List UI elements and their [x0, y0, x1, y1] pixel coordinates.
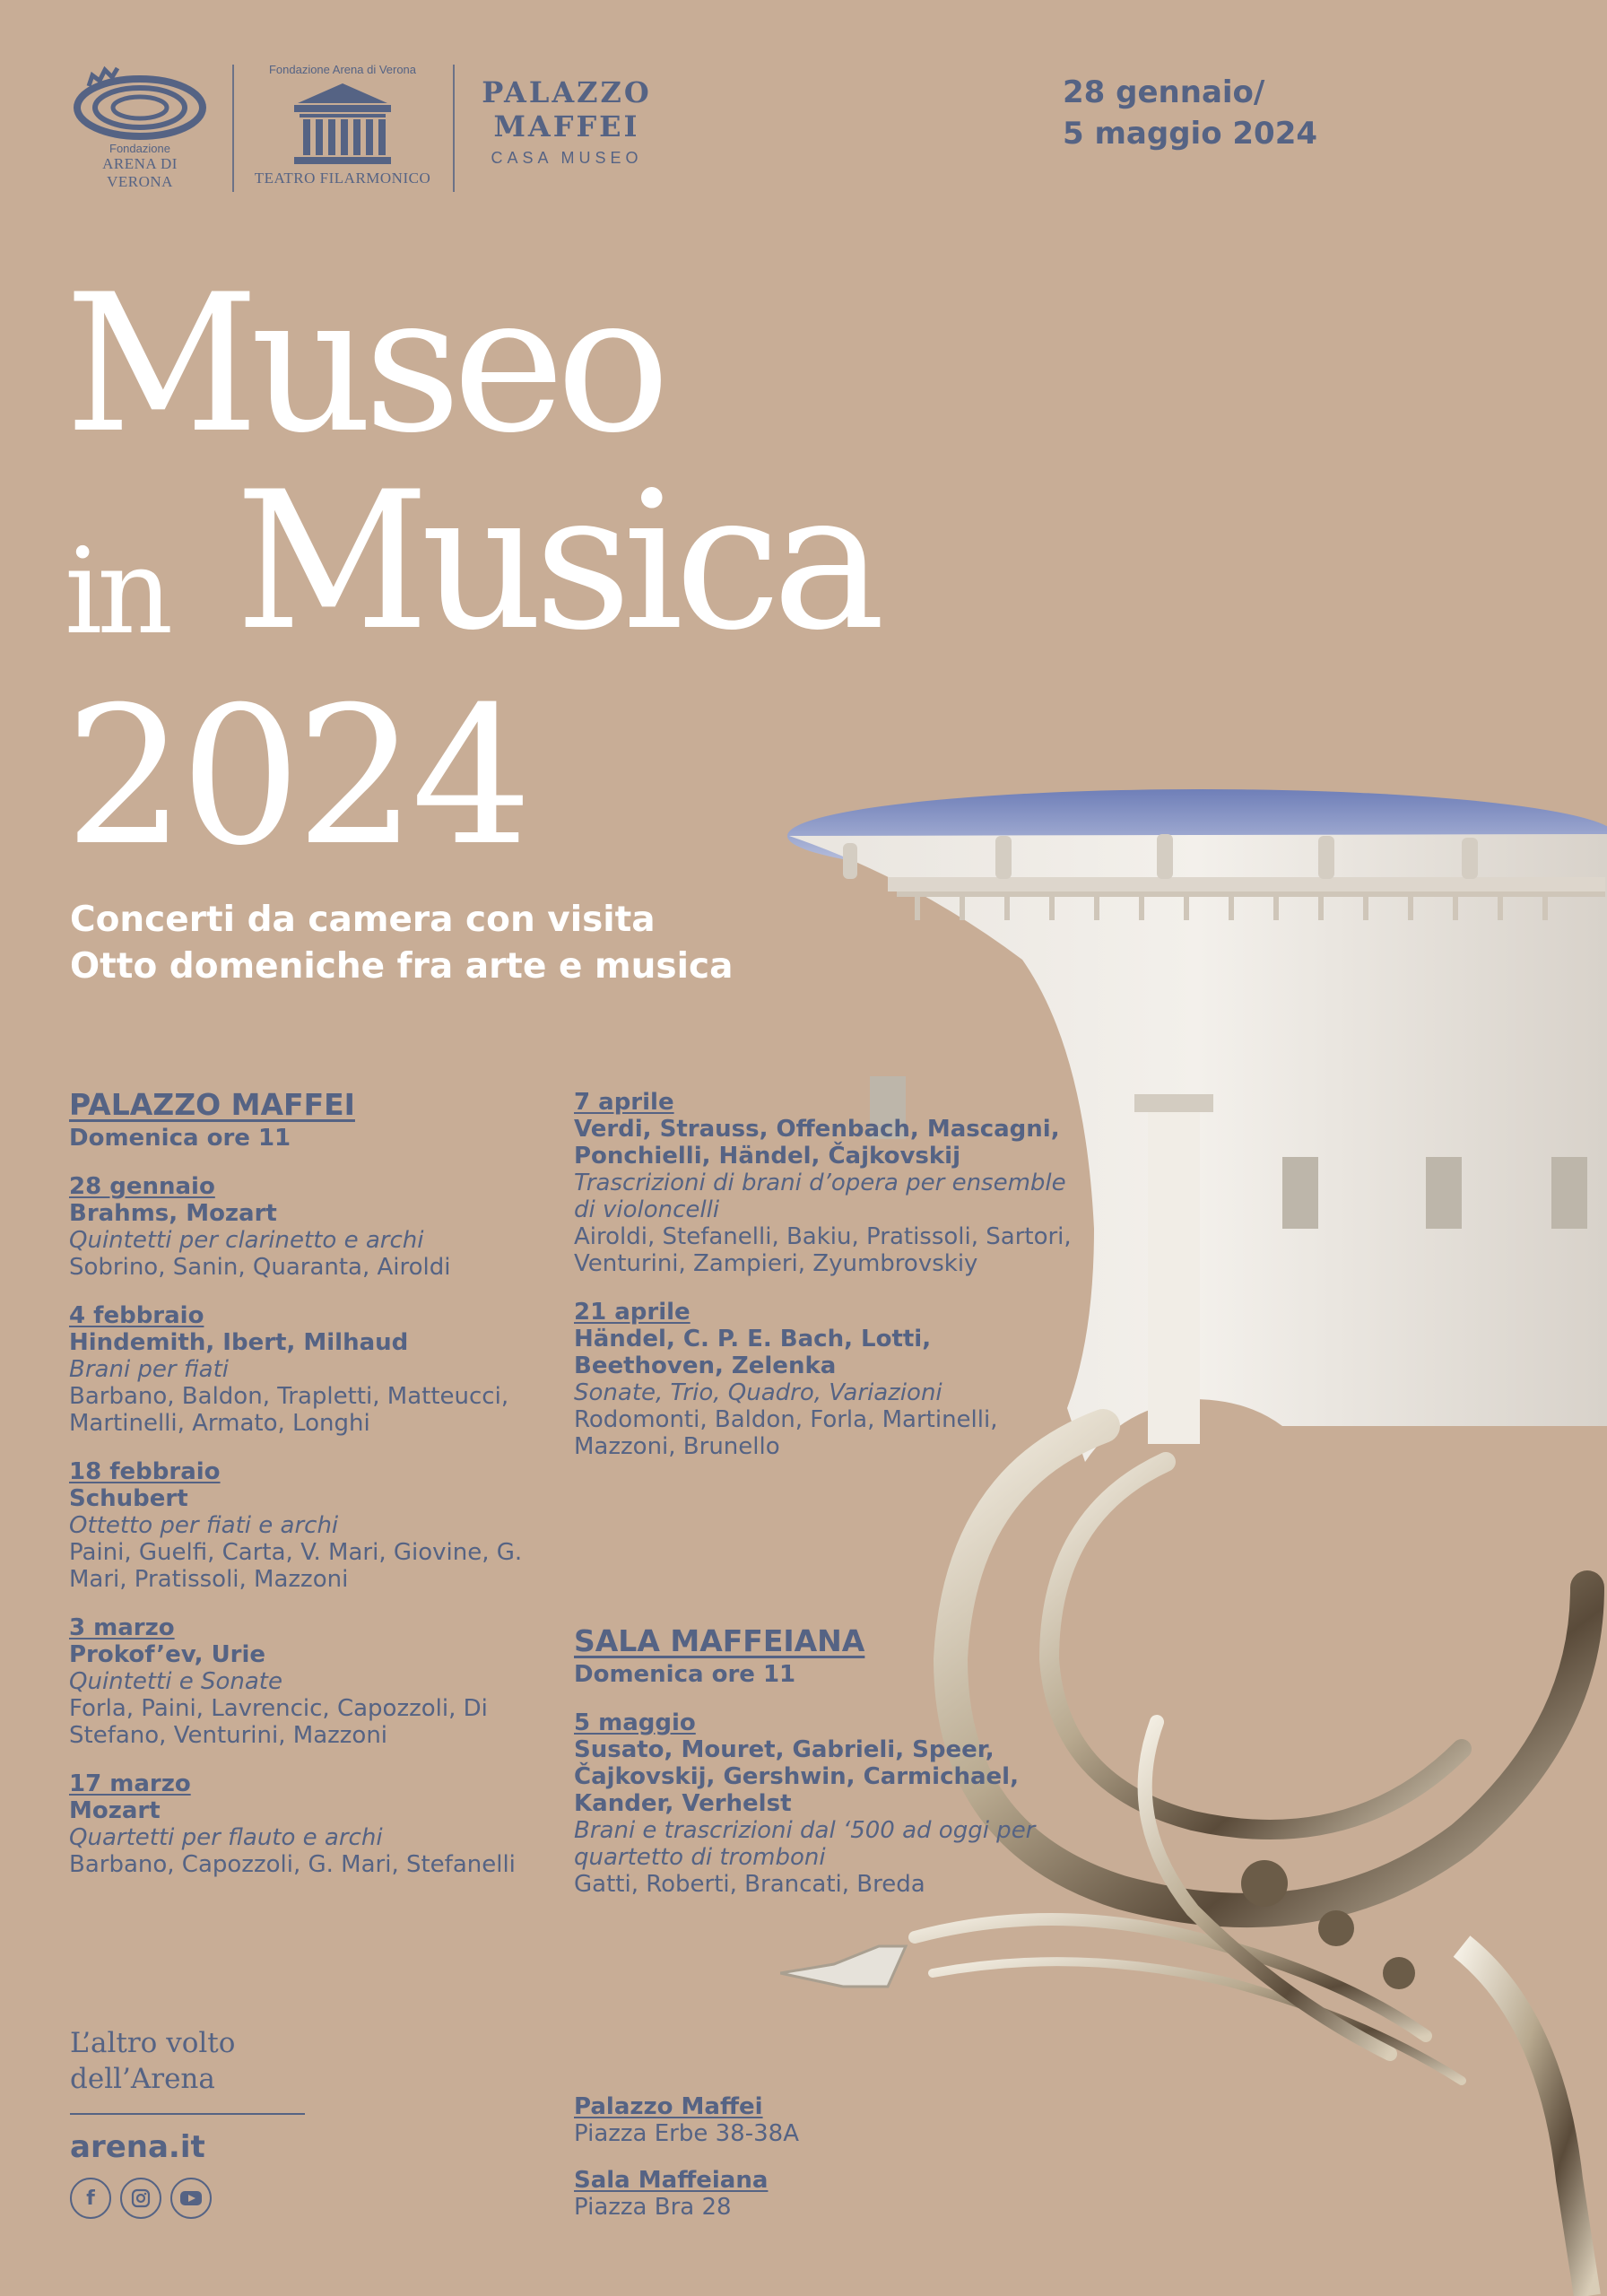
footer-divider: [70, 2113, 305, 2115]
title-year: 2024: [65, 665, 527, 887]
concert-entry: [69, 1770, 571, 1878]
social-links: [70, 2178, 305, 2219]
concert-work: Quintetti e Sonate: [69, 1668, 282, 1695]
motto: [70, 2025, 305, 2097]
concert-work: Ottetto per fiati e archi: [69, 1512, 339, 1539]
concert-work: Brani per fiati: [69, 1356, 230, 1383]
logo-divider: [232, 65, 234, 192]
concert-entry: [574, 1709, 1076, 1898]
sala-maffeiana-program: [574, 1623, 1076, 1919]
concert-entry: [69, 1302, 571, 1437]
concert-entry: [69, 1458, 571, 1593]
concert-work: Brani e trascrizioni dal ‘500 ad oggi per quartetto di tromboni: [574, 1817, 1036, 1871]
concert-performers: Gatti, Roberti, Brancati, Breda: [574, 1871, 925, 1898]
concert-entry: [69, 1173, 571, 1281]
concert-date: 21 aprile: [574, 1299, 691, 1326]
horn-palazzo-illustration: [780, 780, 1607, 2296]
concert-composers: Mozart: [69, 1797, 161, 1824]
concert-date: 7 aprile: [574, 1089, 674, 1116]
teatro-logo-name: TEATRO FILARMONICO: [254, 170, 431, 187]
teatro-filarmonico-logo: [253, 63, 432, 187]
concert-date: 5 maggio: [574, 1709, 696, 1736]
address-name: Sala Maffeiana: [574, 2167, 769, 2194]
season-dates: [1063, 72, 1317, 154]
concert-entry: [69, 1614, 571, 1749]
maffei-logo-line2: MAFFEI: [493, 109, 640, 144]
concert-performers: Forla, Paini, Lavrencic, Capozzoli, Di Stefano, Venturini, Mazzoni: [69, 1695, 488, 1749]
venue-title: PALAZZO MAFFEI: [69, 1087, 355, 1122]
footer-brand: [70, 2025, 305, 2219]
concert-entry: [574, 1089, 1076, 1277]
concert-performers: Sobrino, Sanin, Quaranta, Airoldi: [69, 1254, 451, 1281]
concert-composers: Schubert: [69, 1485, 188, 1512]
concert-date: 17 marzo: [69, 1770, 191, 1797]
venue-addresses: [574, 2093, 799, 2240]
venue-schedule: Domenica ore 11: [69, 1125, 291, 1152]
concert-work: Quartetti per flauto e archi: [69, 1824, 383, 1851]
concert-date: 28 gennaio: [69, 1173, 215, 1200]
concert-composers: Hindemith, Ibert, Milhaud: [69, 1329, 409, 1356]
teatro-logo-small-text: Fondazione Arena di Verona: [268, 63, 417, 76]
concert-date: 18 febbraio: [69, 1458, 221, 1485]
arena-logo-small-text: Fondazione: [109, 142, 170, 155]
concert-work: Sonate, Trio, Quadro, Variazioni: [574, 1379, 942, 1406]
youtube-icon[interactable]: [170, 2178, 212, 2219]
concert-date: 3 marzo: [69, 1614, 175, 1641]
subtitle: [70, 897, 733, 990]
concert-performers: Barbano, Baldon, Trapletti, Matteucci, Martinelli, Armato, Longhi: [69, 1383, 509, 1437]
facebook-icon[interactable]: f: [70, 2178, 111, 2219]
venue-schedule: Domenica ore 11: [574, 1661, 796, 1688]
concert-composers: Händel, C. P. E. Bach, Lotti, Beethoven, Zelenka: [574, 1326, 932, 1379]
concert-performers: Airoldi, Stefanelli, Bakiu, Pratissoli, Sartori, Venturini, Zampieri, Zyumbrovskiy: [574, 1223, 1072, 1277]
subtitle-line2: Otto domeniche fra arte e musica: [70, 946, 734, 987]
season-dates-line1: 28 gennaio/: [1063, 74, 1265, 110]
website-link[interactable]: arena.it: [70, 2129, 205, 2165]
address-name: Palazzo Maffei: [574, 2093, 763, 2120]
arena-logo-name: ARENA DI VERONA: [102, 155, 178, 190]
concert-composers: Prokof’ev, Urie: [69, 1641, 266, 1668]
motto-line2: dell’Arena: [70, 2063, 215, 2095]
motto-line1: L’altro volto: [70, 2027, 236, 2059]
maffei-logo-line1: PALAZZO: [482, 75, 652, 109]
address-line: Piazza Erbe 38-38A: [574, 2120, 799, 2147]
concert-performers: Barbano, Capozzoli, G. Mari, Stefanelli: [69, 1851, 516, 1878]
logo-divider: [453, 65, 455, 192]
concert-entry: [574, 1299, 1076, 1460]
concert-date: 4 febbraio: [69, 1302, 204, 1329]
arena-di-verona-logo: [68, 63, 212, 191]
concert-composers: Susato, Mouret, Gabrieli, Speer, Čajkovskij, Gershwin, Carmichael, Kander, Verhelst: [574, 1736, 1019, 1817]
concert-composers: Verdi, Strauss, Offenbach, Mascagni, Ponchielli, Händel, Čajkovskij: [574, 1116, 1060, 1170]
concert-composers: Brahms, Mozart: [69, 1200, 277, 1227]
title-musica: Musica: [235, 450, 877, 672]
season-dates-line2: 5 maggio 2024: [1063, 116, 1318, 152]
arena-oval-icon: [73, 63, 207, 142]
subtitle-line1: Concerti da camera con visita: [70, 900, 656, 940]
instagram-icon[interactable]: [120, 2178, 161, 2219]
palazzo-maffei-program-continued: [574, 1089, 1076, 1482]
theater-building-icon: [289, 80, 396, 168]
palazzo-maffei-logo: [477, 75, 656, 168]
venue-title: SALA MAFFEIANA: [574, 1623, 865, 1658]
concert-performers: Paini, Guelfi, Carta, V. Mari, Giovine, G. Mari, Pratissoli, Mazzoni: [69, 1539, 523, 1593]
concert-work: Trascrizioni di brani d’opera per ensemble di violoncelli: [574, 1170, 1066, 1223]
address-line: Piazza Bra 28: [574, 2194, 732, 2221]
concert-work: Quintetti per clarinetto e archi: [69, 1227, 424, 1254]
title-in: in: [65, 523, 169, 661]
concert-performers: Rodomonti, Baldon, Forla, Martinelli, Mazzoni, Brunello: [574, 1406, 998, 1460]
title-museo: Museo: [65, 253, 662, 474]
maffei-logo-line3: CASA MUSEO: [491, 149, 643, 167]
palazzo-maffei-program: [69, 1087, 571, 1900]
